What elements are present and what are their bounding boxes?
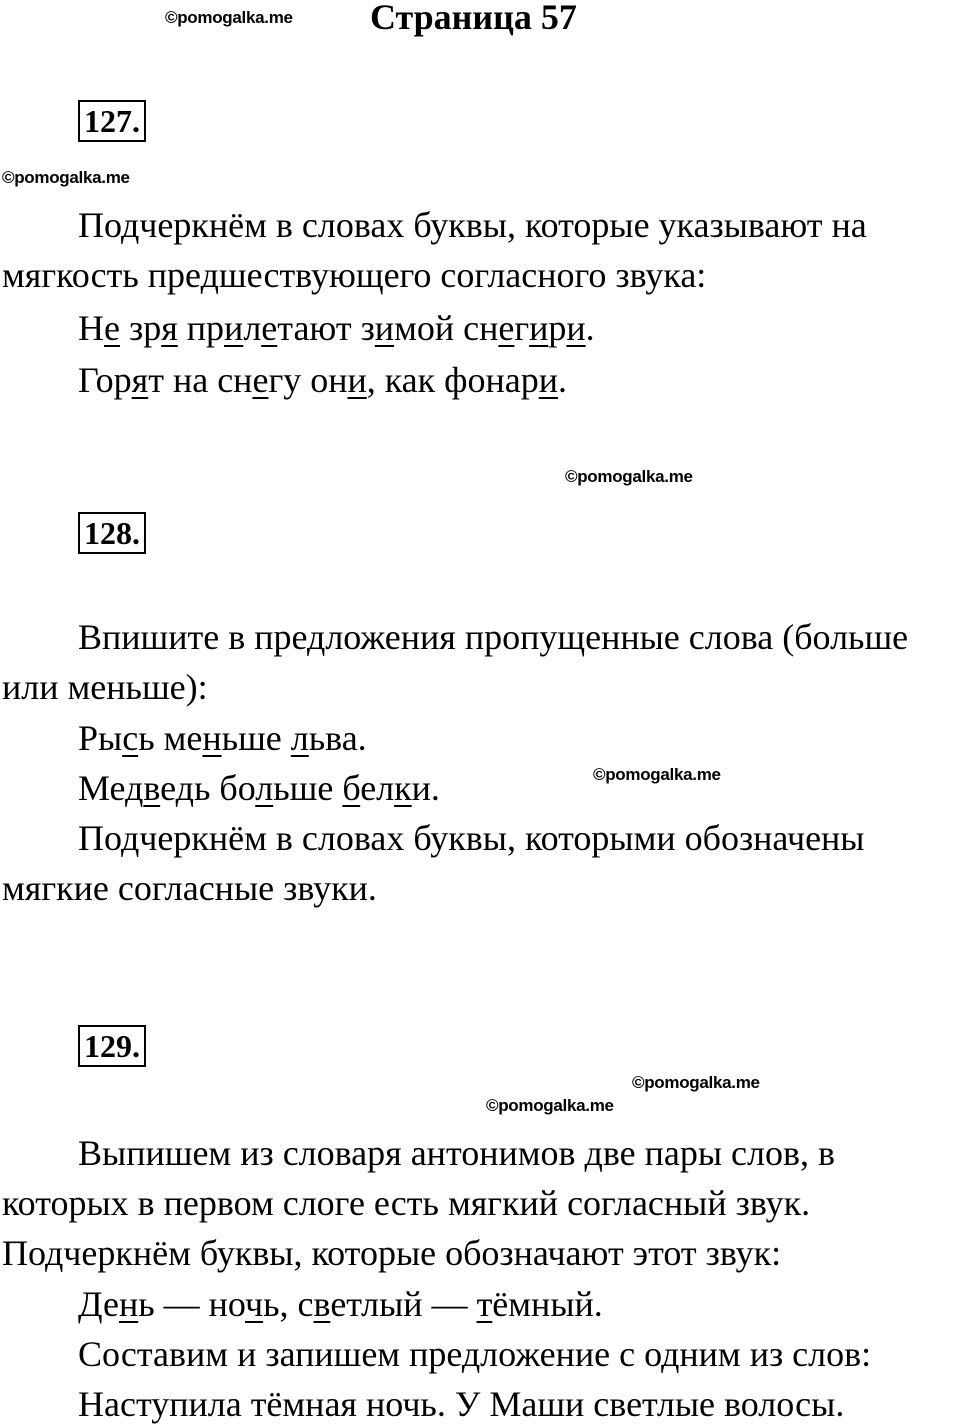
underlined-letter: и: [374, 308, 395, 348]
underlined-letter: и: [538, 360, 558, 400]
watermark: ©pomogalka.me: [165, 8, 293, 27]
underlined-letter: к: [394, 768, 412, 808]
text-segment: которых в первом слоге есть мягкий согласный звук.: [2, 1183, 811, 1223]
underlined-letter: и: [224, 308, 244, 348]
text-segment: р: [548, 308, 567, 348]
text-segment: пр: [177, 308, 225, 348]
underlined-letter: в: [313, 1284, 331, 1324]
text-line: [78, 768, 440, 808]
text-segment: г: [514, 308, 530, 348]
exercise-number: 129.: [78, 1025, 146, 1067]
text-segment: ь — но: [138, 1284, 246, 1324]
underlined-letter: д: [175, 768, 194, 808]
text-segment: ел: [360, 768, 395, 808]
watermark: ©pomogalka.me: [2, 168, 130, 187]
text-line: [2, 667, 208, 707]
text-segment: или меньше):: [2, 667, 208, 707]
text-segment: Гор: [78, 360, 132, 400]
text-segment: Мед: [78, 768, 144, 808]
text-segment: гу он: [268, 360, 348, 400]
text-segment: .: [585, 308, 595, 348]
text-segment: Подчеркнём буквы, которые обозначают этот звук:: [2, 1233, 782, 1273]
text-line: [2, 255, 706, 295]
text-line: [78, 308, 595, 348]
text-segment: Наступила тёмная ночь. У Маши светлые волосы.: [78, 1384, 845, 1424]
text-segment: ьва.: [308, 718, 367, 758]
text-segment: Ры: [78, 718, 123, 758]
underlined-letter: с: [122, 718, 139, 758]
text-segment: мягкость предшествующего согласного звука:: [2, 255, 707, 295]
underlined-letter: е: [261, 308, 278, 348]
text-segment: л: [243, 308, 262, 348]
text-segment: Н: [78, 308, 104, 348]
underlined-letter: т: [476, 1284, 493, 1324]
text-segment: зр: [119, 308, 162, 348]
text-segment: тают з: [277, 308, 375, 348]
text-segment: Подчеркнём в словах буквы, которыми обозначены: [78, 818, 865, 858]
text-segment: ьше: [273, 768, 343, 808]
text-line: [78, 818, 865, 858]
underlined-letter: и: [347, 360, 367, 400]
text-line: [78, 617, 908, 657]
underlined-letter: л: [255, 768, 274, 808]
underlined-letter: н: [118, 1284, 139, 1324]
text-segment: ь бо: [194, 768, 256, 808]
text-line: [78, 360, 567, 400]
text-segment: ь, с: [263, 1284, 314, 1324]
watermark: ©pomogalka.me: [593, 765, 721, 784]
text-segment: т на сн: [148, 360, 253, 400]
text-line: [78, 718, 367, 758]
underlined-letter: ч: [245, 1284, 264, 1324]
text-segment: е: [160, 768, 176, 808]
underlined-letter: б: [342, 768, 361, 808]
text-line: [78, 1133, 835, 1173]
text-segment: ьше: [221, 718, 291, 758]
text-segment: Выпишем из словаря антонимов две пары слов, в: [78, 1133, 835, 1173]
text-line: [78, 205, 867, 245]
text-segment: Составим и запишем предложение с одним из слов:: [78, 1334, 872, 1374]
text-line: [2, 868, 377, 908]
text-segment: , как фонар: [366, 360, 539, 400]
text-segment: и.: [411, 768, 440, 808]
underlined-letter: и: [566, 308, 586, 348]
underlined-letter: е: [252, 360, 269, 400]
text-segment: Впишите в предложения пропущенные слова (больше: [78, 617, 909, 657]
text-line: [2, 1183, 810, 1223]
underlined-letter: н: [202, 718, 222, 758]
underlined-letter: е: [498, 308, 515, 348]
text-segment: .: [557, 360, 567, 400]
text-line: [78, 1334, 871, 1374]
text-segment: мой сн: [394, 308, 499, 348]
text-line: [78, 1284, 603, 1324]
underlined-letter: е: [104, 308, 120, 348]
text-segment: ёмный.: [492, 1284, 603, 1324]
watermark: ©pomogalka.me: [632, 1073, 760, 1092]
underlined-letter: я: [161, 308, 178, 348]
watermark: ©pomogalka.me: [565, 467, 693, 486]
underlined-letter: я: [131, 360, 149, 400]
underlined-letter: и: [529, 308, 549, 348]
watermark: ©pomogalka.me: [486, 1096, 614, 1115]
text-segment: Подчеркнём в словах буквы, которые указывают на: [78, 205, 867, 245]
text-segment: е: [103, 1284, 119, 1324]
exercise-number: 128.: [78, 512, 146, 554]
underlined-letter: в: [143, 768, 161, 808]
page-title: Страница 57: [370, 0, 577, 37]
underlined-letter: Д: [78, 1284, 103, 1324]
text-line: [78, 1384, 844, 1424]
text-segment: мягкие согласные звуки.: [2, 868, 377, 908]
text-line: [2, 1233, 781, 1273]
text-segment: ь ме: [138, 718, 203, 758]
exercise-number: 127.: [78, 100, 146, 142]
underlined-letter: л: [290, 718, 309, 758]
text-segment: етлый —: [330, 1284, 477, 1324]
